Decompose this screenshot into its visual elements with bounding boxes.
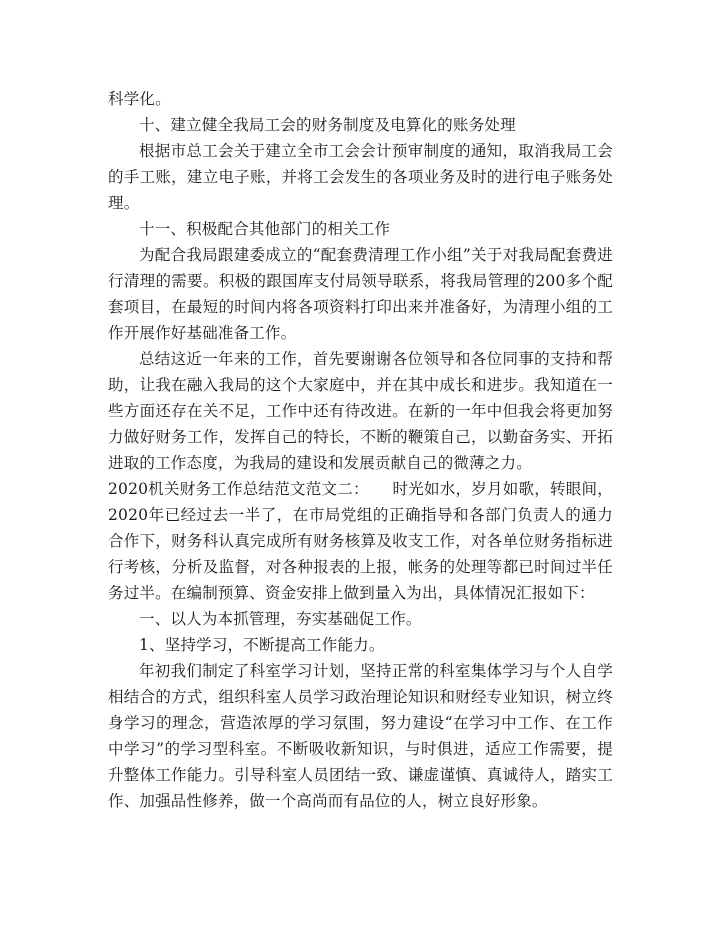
subsection-heading-1: 1、坚持学习，不断提高工作能力。 xyxy=(139,636,385,654)
paragraph-supporting-fee-cleanup: 为配合我局跟建委成立的“配套费清理工作小组”关于对我局配套费进行清理的需要。积极的跟国库支付局领导联系，将我局管理的200多个配套项目，在最短的时间内将各项资料打印出来并准备好，为清理小组的工作开展作好基础准备工作。 xyxy=(108,246,613,342)
section-heading-1: 一、以人为本抓管理，夯实基础促工作。 xyxy=(139,610,422,628)
paragraph-summary: 总结这近一年来的工作，首先要谢谢各位领导和各位同事的支持和帮助，让我在融入我局的这个大家庭中，并在其中成长和进步。我知道在一些方面还存在关不足，工作中还有待改进。在新的一年中但我会将更加努力做好财务工作，发挥自己的特长，不断的鞭策自己，以勤奋务实、开拓进取的工作态度，为我局的建设和发展贡献自己的微薄之力。 xyxy=(108,350,613,472)
section-heading-10: 十、建立健全我局工会的财务制度及电算化的账务处理 xyxy=(139,116,516,134)
paragraph-union-accounting: 根据市总工会关于建立全市工会会计预审制度的通知，取消我局工会的手工账，建立电子账，并将工会发生的各项业务及时的进行电子账务处理。 xyxy=(108,142,613,212)
paragraph-continuation: 科学化。 xyxy=(108,90,171,108)
paragraph-study-plan: 年初我们制定了科室学习计划，坚持正常的科室集体学习与个人自学相结合的方式，组织科室人员学习政治理论知识和财经专业知识，树立终身学习的理念，营造浓厚的学习氛围，努力建设“在学习中工作、在工作中学习”的学习型科室。不断吸收新知识，与时俱进，适应工作需要，提升整体工作能力。引导科室人员团结一致、谦虚谨慎、真诚待人，踏实工作、加强品性修养，做一个高尚而有品位的人，树立良好形象。 xyxy=(108,662,613,810)
paragraph-sample-two-intro: 2020机关财务工作总结范文范文二： 时光如水，岁月如歌，转眼间，2020年已经过去一半了，在市局党组的正确指导和各部门负责人的通力合作下，财务科认真完成所有财务核算及收支工作，对各单位财务指标进行考核，分析及监督，对各种报表的上报，帐务的处理等都已时间过半任务过半。在编制预算、资金安排上做到量入为出，具体情况汇报如下： xyxy=(108,480,613,602)
section-heading-11: 十一、积极配合其他部门的相关工作 xyxy=(139,220,391,238)
document-body xyxy=(108,86,613,814)
